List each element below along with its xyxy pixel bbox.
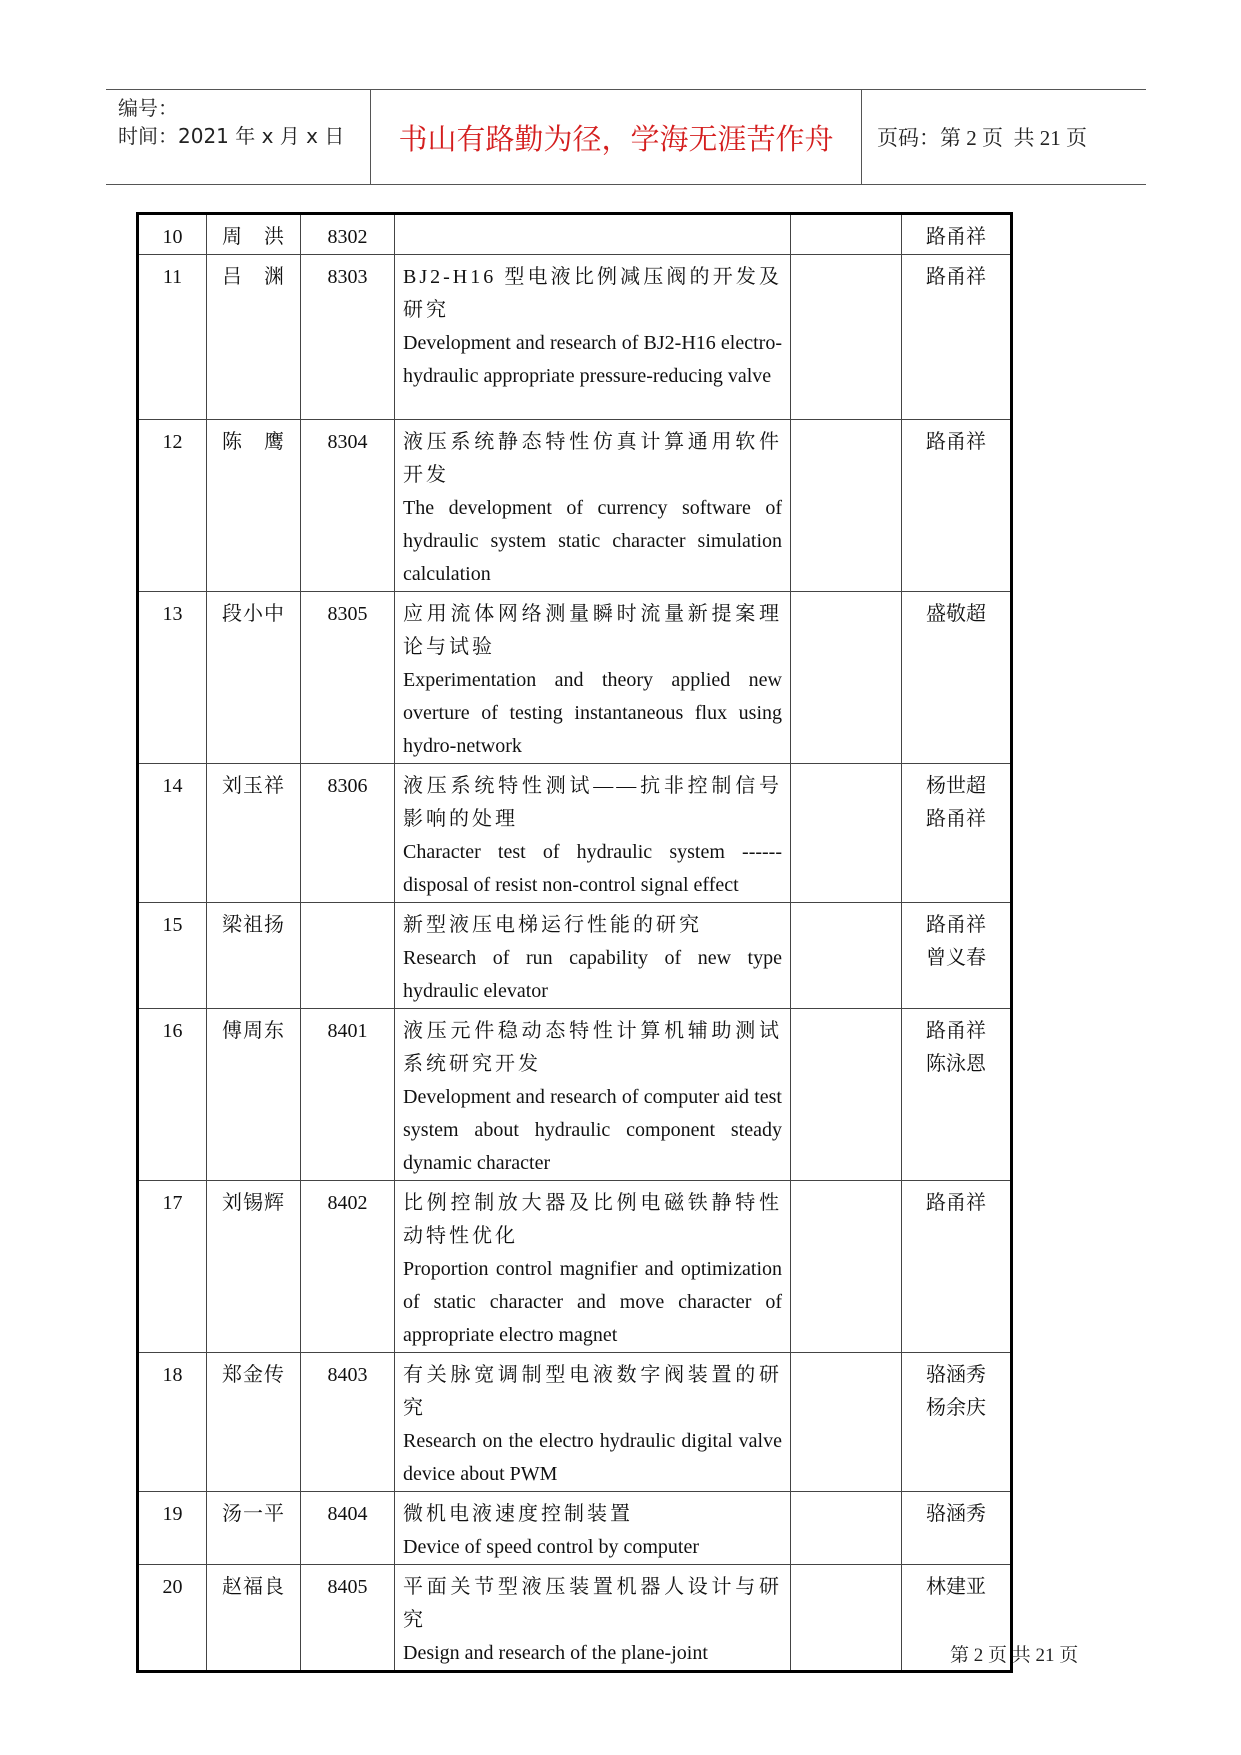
advisor-cell [902,214,1012,255]
advisor-name: 骆涵秀 [926,1364,986,1386]
table-row [138,1181,1012,1353]
thesis-title-english: The development of currency software of hydraulic system static character simulation calculation [403,497,782,585]
student-name: 郑金传 [207,1353,301,1492]
row-number: 15 [138,903,207,1009]
thesis-title-chinese: 应用流体网络测量瞬时流量新提案理论与试验 [403,603,782,658]
row-number: 14 [138,764,207,903]
table-row [138,1492,1012,1565]
thesis-title-chinese: 液压系统特性测试——抗非控制信号影响的处理 [403,775,782,830]
thesis-title-chinese: 微机电液速度控制装置 [403,1503,633,1525]
advisor-cell [902,592,1012,764]
row-number: 10 [138,214,207,255]
advisor-name: 骆涵秀 [926,1503,986,1525]
thesis-title-english: Character test of hydraulic system ------ disposal of resist non-control signal effect [403,841,782,896]
document-date-label: 时间：2021 年 x 月 x 日 [118,124,345,148]
advisor-name: 杨世超 [926,775,986,797]
thesis-title-english: Development and research of BJ2-H16 electro-hydraulic appropriate pressure-reducing valve [403,332,782,387]
row-number: 19 [138,1492,207,1565]
thesis-title [395,1353,791,1492]
thesis-title [395,903,791,1009]
student-id: 8306 [301,764,395,903]
table-row [138,1009,1012,1181]
advisor-name: 路甬祥 [926,266,986,288]
table-row [138,903,1012,1009]
thesis-title [395,255,791,420]
student-id: 8404 [301,1492,395,1565]
thesis-title-english: Device of speed control by computer [403,1536,700,1558]
thesis-title-english: Research on the electro hydraulic digital valve device about PWM [403,1430,782,1485]
row-number: 20 [138,1565,207,1672]
advisor-name: 路甬祥 [926,914,986,936]
advisor-name: 路甬祥 [926,1192,986,1214]
advisor-cell [902,1492,1012,1565]
advisor-name: 路甬祥 [926,226,986,248]
blank-cell [791,764,902,903]
advisor-cell [902,1353,1012,1492]
table-row [138,420,1012,592]
thesis-title-english: Design and research of the plane-joint [403,1642,708,1664]
student-id: 8401 [301,1009,395,1181]
table-row [138,592,1012,764]
row-number: 16 [138,1009,207,1181]
advisor-cell [902,255,1012,420]
thesis-title [395,1181,791,1353]
student-name: 汤一平 [207,1492,301,1565]
thesis-title-chinese: 液压元件稳动态特性计算机辅助测试系统研究开发 [403,1020,782,1075]
thesis-title-chinese: 平面关节型液压装置机器人设计与研究 [403,1576,782,1631]
advisor-cell [902,1009,1012,1181]
header-page-label: 页码：第 2 页 共 21 页 [877,126,1087,150]
thesis-title [395,764,791,903]
blank-cell [791,1565,902,1672]
row-number: 11 [138,255,207,420]
header-motto: 书山有路勤为径，学海无涯苦作舟 [371,90,862,184]
table-row [138,214,1012,255]
student-id: 8302 [301,214,395,255]
advisor-name: 盛敬超 [926,603,986,625]
student-name: 刘锡辉 [207,1181,301,1353]
student-id: 8305 [301,592,395,764]
advisor-cell [902,764,1012,903]
table-row [138,764,1012,903]
advisor-name: 林建亚 [926,1576,986,1598]
thesis-title-chinese: 比例控制放大器及比例电磁铁静特性动特性优化 [403,1192,782,1247]
student-id: 8402 [301,1181,395,1353]
page-footer: 第 2 页 共 21 页 [950,1645,1079,1666]
student-name: 段小中 [207,592,301,764]
document-number-label: 编号： [118,96,178,120]
student-id [301,903,395,1009]
student-id: 8403 [301,1353,395,1492]
thesis-title-chinese: BJ2-H16 型电液比例减压阀的开发及研究 [403,266,782,321]
table-row [138,1353,1012,1492]
student-name: 陈 鹰 [207,420,301,592]
thesis-title [395,1565,791,1672]
page-header [106,89,1146,185]
student-name: 赵福良 [207,1565,301,1672]
advisor-name: 路甬祥 [926,808,986,830]
advisor-name: 陈泳恩 [926,1053,986,1075]
thesis-title [395,1492,791,1565]
header-info-cell [106,90,371,184]
advisor-cell [902,420,1012,592]
header-page-cell [862,90,1146,184]
row-number: 17 [138,1181,207,1353]
blank-cell [791,903,902,1009]
blank-cell [791,1492,902,1565]
student-name: 吕 渊 [207,255,301,420]
thesis-title [395,420,791,592]
thesis-title-english: Experimentation and theory applied new overture of testing instantaneous flux using hydro-network [403,669,782,757]
thesis-table [136,212,1013,1673]
student-id: 8304 [301,420,395,592]
row-number: 13 [138,592,207,764]
row-number: 18 [138,1353,207,1492]
thesis-title-chinese: 有关脉宽调制型电液数字阀装置的研究 [403,1364,782,1419]
student-id: 8303 [301,255,395,420]
student-name: 傅周东 [207,1009,301,1181]
table-row [138,255,1012,420]
blank-cell [791,1009,902,1181]
blank-cell [791,214,902,255]
table-row [138,1565,1012,1672]
advisor-name: 路甬祥 [926,431,986,453]
blank-cell [791,1181,902,1353]
thesis-title [395,1009,791,1181]
advisor-cell [902,903,1012,1009]
advisor-name: 杨余庆 [926,1397,986,1419]
thesis-title-english: Proportion control magnifier and optimization of static character and move character of appropriate electro magnet [403,1258,782,1346]
thesis-title-english: Development and research of computer aid test system about hydraulic component steady dynamic character [403,1086,782,1174]
student-name: 刘玉祥 [207,764,301,903]
advisor-cell [902,1181,1012,1353]
thesis-title-english: Research of run capability of new type hydraulic elevator [403,947,782,1002]
blank-cell [791,592,902,764]
blank-cell [791,420,902,592]
thesis-title [395,214,791,255]
row-number: 12 [138,420,207,592]
advisor-name: 路甬祥 [926,1020,986,1042]
student-id: 8405 [301,1565,395,1672]
student-name: 周 洪 [207,214,301,255]
student-name: 梁祖扬 [207,903,301,1009]
thesis-title-chinese: 新型液压电梯运行性能的研究 [403,914,702,936]
thesis-table-body [138,214,1012,1672]
blank-cell [791,1353,902,1492]
blank-cell [791,255,902,420]
thesis-title-chinese: 液压系统静态特性仿真计算通用软件开发 [403,431,782,486]
advisor-name: 曾义春 [926,947,986,969]
thesis-title [395,592,791,764]
